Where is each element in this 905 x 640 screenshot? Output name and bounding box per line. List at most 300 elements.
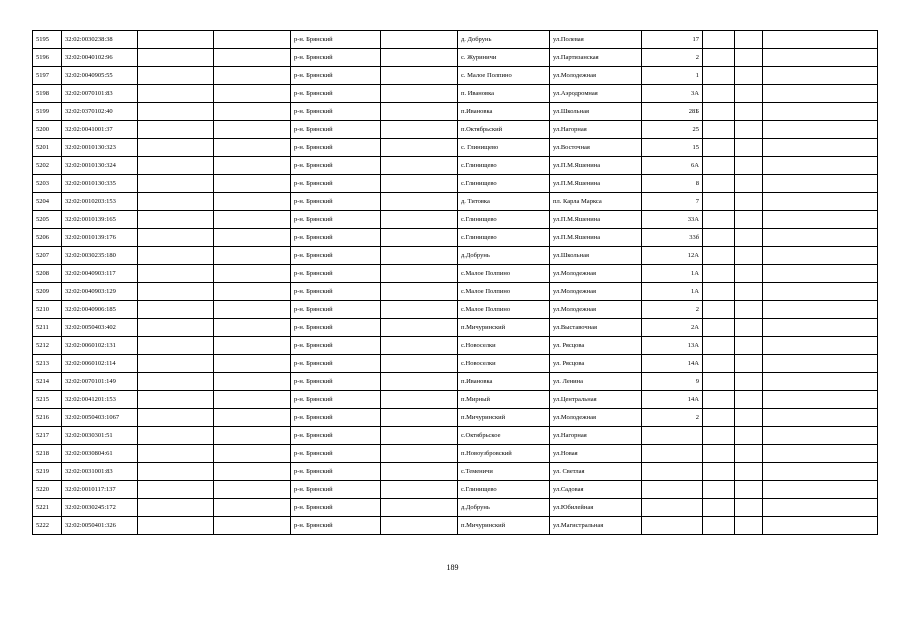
house-number-cell: 1А [642,283,703,301]
street-cell: ул.Полевая [550,31,642,49]
empty-cell [138,445,214,463]
empty-cell [138,319,214,337]
table-row [33,463,878,481]
cadastral-number-cell: 32:02:0070101:83 [62,85,138,103]
street-cell: ул.Юбилейная [550,499,642,517]
row-number-cell: 5198 [33,85,62,103]
street-cell: ул.П.М.Яшенина [550,211,642,229]
house-number-cell: 2А [642,319,703,337]
empty-cell [763,67,878,85]
empty-cell [763,283,878,301]
house-number-cell: 2 [642,49,703,67]
empty-cell [735,247,763,265]
house-number-cell [642,427,703,445]
district-cell: р-н. Брянский [291,355,381,373]
locality-cell: с.Октябрьское [458,427,550,445]
empty-cell [381,157,458,175]
house-number-cell: 2 [642,301,703,319]
empty-cell [381,319,458,337]
row-number-cell: 5212 [33,337,62,355]
empty-cell [214,481,291,499]
empty-cell [763,229,878,247]
table-row [33,337,878,355]
empty-cell [763,49,878,67]
empty-cell [138,283,214,301]
locality-cell: п.Новоузбровский [458,445,550,463]
empty-cell [735,283,763,301]
street-cell: ул. Рясцова [550,355,642,373]
empty-cell [703,445,735,463]
house-number-cell: 28Б [642,103,703,121]
empty-cell [214,283,291,301]
street-cell: ул. Рясцова [550,337,642,355]
row-number-cell: 5205 [33,211,62,229]
street-cell: ул.Восточная [550,139,642,157]
district-cell: р-н. Брянский [291,499,381,517]
house-number-cell [642,463,703,481]
empty-cell [735,229,763,247]
house-number-cell [642,517,703,535]
empty-cell [381,499,458,517]
empty-cell [381,211,458,229]
empty-cell [138,157,214,175]
house-number-cell: 14А [642,391,703,409]
cadastral-number-cell: 32:02:0010139:165 [62,211,138,229]
empty-cell [735,445,763,463]
locality-cell: с. Малое Полпино [458,67,550,85]
cadastral-number-cell: 32:02:0030301:51 [62,427,138,445]
empty-cell [735,265,763,283]
empty-cell [735,337,763,355]
empty-cell [381,175,458,193]
district-cell: р-н. Брянский [291,229,381,247]
table-row [33,373,878,391]
empty-cell [138,103,214,121]
table-row [33,427,878,445]
locality-cell: с.Глинищево [458,481,550,499]
district-cell: р-н. Брянский [291,445,381,463]
house-number-cell: 9 [642,373,703,391]
empty-cell [763,139,878,157]
district-cell: р-н. Брянский [291,427,381,445]
row-number-cell: 5214 [33,373,62,391]
cadastral-number-cell: 32:02:0010130:324 [62,157,138,175]
table-row [33,517,878,535]
empty-cell [763,157,878,175]
locality-cell: с. Журиничи [458,49,550,67]
empty-cell [138,409,214,427]
locality-cell: п.Мирный [458,391,550,409]
locality-cell: с.Новоселки [458,337,550,355]
empty-cell [214,31,291,49]
empty-cell [214,175,291,193]
cadastral-number-cell: 32:02:0010130:335 [62,175,138,193]
district-cell: р-н. Брянский [291,193,381,211]
cadastral-number-cell: 32:02:0040102:96 [62,49,138,67]
street-cell: ул.Нагорная [550,121,642,139]
cadastral-number-cell: 32:02:0370102:40 [62,103,138,121]
cadastral-number-cell: 32:02:0040906:185 [62,301,138,319]
district-cell: р-н. Брянский [291,103,381,121]
street-cell: ул.Новая [550,445,642,463]
empty-cell [214,103,291,121]
table-row [33,301,878,319]
house-number-cell [642,499,703,517]
empty-cell [381,301,458,319]
empty-cell [214,229,291,247]
empty-cell [763,391,878,409]
locality-cell: с.Малое Полпино [458,283,550,301]
cadastral-number-cell: 32:02:0070101:149 [62,373,138,391]
row-number-cell: 5197 [33,67,62,85]
table-row [33,31,878,49]
table-row [33,409,878,427]
empty-cell [703,139,735,157]
empty-cell [381,517,458,535]
cadastral-number-cell: 32:02:0030238:38 [62,31,138,49]
house-number-cell: 8 [642,175,703,193]
empty-cell [381,121,458,139]
empty-cell [735,391,763,409]
empty-cell [735,67,763,85]
empty-cell [214,211,291,229]
row-number-cell: 5202 [33,157,62,175]
district-cell: р-н. Брянский [291,517,381,535]
empty-cell [138,247,214,265]
empty-cell [735,463,763,481]
house-number-cell [642,481,703,499]
table-row [33,193,878,211]
empty-cell [214,391,291,409]
street-cell: ул.Молодежная [550,67,642,85]
district-cell: р-н. Брянский [291,121,381,139]
cadastral-number-cell: 32:02:0010203:153 [62,193,138,211]
empty-cell [381,139,458,157]
cadastral-number-cell: 32:02:0010117:137 [62,481,138,499]
cadastral-number-cell: 32:02:0030235:180 [62,247,138,265]
empty-cell [703,175,735,193]
empty-cell [381,355,458,373]
empty-cell [214,409,291,427]
house-number-cell: 13А [642,337,703,355]
empty-cell [763,211,878,229]
house-number-cell: 6А [642,157,703,175]
empty-cell [735,427,763,445]
empty-cell [763,427,878,445]
empty-cell [735,211,763,229]
empty-cell [763,175,878,193]
table-row [33,355,878,373]
district-cell: р-н. Брянский [291,85,381,103]
empty-cell [214,355,291,373]
empty-cell [214,67,291,85]
table-row [33,121,878,139]
empty-cell [138,301,214,319]
table-body [33,31,878,535]
empty-cell [381,247,458,265]
table-row [33,481,878,499]
table-row [33,85,878,103]
empty-cell [703,499,735,517]
empty-cell [703,31,735,49]
empty-cell [381,103,458,121]
district-cell: р-н. Брянский [291,319,381,337]
house-number-cell: 2 [642,409,703,427]
house-number-cell: 15 [642,139,703,157]
street-cell: ул.Школьная [550,103,642,121]
cadastral-number-cell: 32:02:0050403:402 [62,319,138,337]
empty-cell [214,463,291,481]
district-cell: р-н. Брянский [291,337,381,355]
locality-cell: с.Глинищево [458,175,550,193]
cadastral-number-cell: 32:02:0030245:172 [62,499,138,517]
empty-cell [703,373,735,391]
row-number-cell: 5217 [33,427,62,445]
empty-cell [703,157,735,175]
row-number-cell: 5220 [33,481,62,499]
empty-cell [735,103,763,121]
district-cell: р-н. Брянский [291,139,381,157]
district-cell: р-н. Брянский [291,175,381,193]
empty-cell [138,211,214,229]
table-row [33,49,878,67]
empty-cell [214,121,291,139]
house-number-cell [642,445,703,463]
empty-cell [214,301,291,319]
cadastral-number-cell: 32:02:0050403:1067 [62,409,138,427]
empty-cell [703,67,735,85]
empty-cell [381,283,458,301]
district-cell: р-н. Брянский [291,463,381,481]
district-cell: р-н. Брянский [291,301,381,319]
empty-cell [138,31,214,49]
empty-cell [138,265,214,283]
empty-cell [703,85,735,103]
empty-cell [381,193,458,211]
empty-cell [735,31,763,49]
empty-cell [138,337,214,355]
locality-cell: д. Добрунь [458,31,550,49]
row-number-cell: 5208 [33,265,62,283]
street-cell: ул.П.М.Яшенина [550,157,642,175]
empty-cell [138,121,214,139]
empty-cell [763,409,878,427]
empty-cell [763,121,878,139]
empty-cell [214,265,291,283]
cadastral-number-cell: 32:02:0031001:83 [62,463,138,481]
row-number-cell: 5203 [33,175,62,193]
empty-cell [138,67,214,85]
street-cell: ул.П.М.Яшенина [550,175,642,193]
table-row [33,265,878,283]
empty-cell [381,229,458,247]
cadastral-number-cell: 32:02:0040903:117 [62,265,138,283]
empty-cell [214,139,291,157]
empty-cell [703,103,735,121]
cadastral-number-cell: 32:02:0050401:326 [62,517,138,535]
empty-cell [381,337,458,355]
empty-cell [735,157,763,175]
locality-cell: с. Глинищево [458,139,550,157]
cadastral-number-cell: 32:02:0041001:37 [62,121,138,139]
empty-cell [703,409,735,427]
table-row [33,391,878,409]
street-cell: ул.Молодежная [550,265,642,283]
house-number-cell: 14А [642,355,703,373]
row-number-cell: 5221 [33,499,62,517]
street-cell: ул.Молодежная [550,283,642,301]
cadastral-number-cell: 32:02:0040905:55 [62,67,138,85]
locality-cell: п.Мичуринский [458,409,550,427]
empty-cell [735,409,763,427]
cadastral-number-cell: 32:02:0010130:323 [62,139,138,157]
street-cell: ул.Школьная [550,247,642,265]
empty-cell [735,49,763,67]
empty-cell [735,193,763,211]
table-row [33,247,878,265]
empty-cell [703,391,735,409]
empty-cell [703,211,735,229]
empty-cell [381,85,458,103]
empty-cell [703,427,735,445]
table-row [33,139,878,157]
empty-cell [763,85,878,103]
empty-cell [381,481,458,499]
row-number-cell: 5210 [33,301,62,319]
empty-cell [214,49,291,67]
row-number-cell: 5216 [33,409,62,427]
table-row [33,283,878,301]
empty-cell [763,103,878,121]
cadastral-number-cell: 32:02:0060102:131 [62,337,138,355]
empty-cell [703,463,735,481]
locality-cell: п.Ивановка [458,103,550,121]
empty-cell [735,301,763,319]
empty-cell [763,445,878,463]
empty-cell [763,337,878,355]
locality-cell: п.Мичуринский [458,319,550,337]
house-number-cell: 3А [642,85,703,103]
district-cell: р-н. Брянский [291,247,381,265]
empty-cell [763,193,878,211]
locality-cell: п.Мичуринский [458,517,550,535]
empty-cell [214,499,291,517]
empty-cell [138,499,214,517]
district-cell: р-н. Брянский [291,265,381,283]
house-number-cell: 33б [642,229,703,247]
cadastral-number-cell: 32:02:0040903:129 [62,283,138,301]
empty-cell [138,193,214,211]
cadastral-number-cell: 32:02:0060102:114 [62,355,138,373]
empty-cell [763,463,878,481]
empty-cell [138,373,214,391]
page-number: 189 [446,563,459,572]
table-row [33,211,878,229]
empty-cell [703,193,735,211]
empty-cell [735,517,763,535]
empty-cell [763,373,878,391]
empty-cell [381,31,458,49]
empty-cell [703,247,735,265]
empty-cell [138,85,214,103]
locality-cell: с.Малое Полпино [458,301,550,319]
empty-cell [381,373,458,391]
locality-cell: д. Титовка [458,193,550,211]
empty-cell [703,337,735,355]
empty-cell [763,247,878,265]
empty-cell [735,175,763,193]
house-number-cell: 33А [642,211,703,229]
locality-cell: с.Малое Полпино [458,265,550,283]
table-row [33,445,878,463]
empty-cell [703,319,735,337]
locality-cell: с.Глинищево [458,157,550,175]
empty-cell [703,49,735,67]
locality-cell: д.Добрунь [458,499,550,517]
empty-cell [763,31,878,49]
empty-cell [214,517,291,535]
row-number-cell: 5200 [33,121,62,139]
house-number-cell: 17 [642,31,703,49]
table-row [33,499,878,517]
empty-cell [381,391,458,409]
street-cell: ул. Светлая [550,463,642,481]
row-number-cell: 5199 [33,103,62,121]
empty-cell [703,301,735,319]
house-number-cell: 25 [642,121,703,139]
empty-cell [381,409,458,427]
house-number-cell: 12А [642,247,703,265]
district-cell: р-н. Брянский [291,211,381,229]
empty-cell [703,517,735,535]
table-row [33,103,878,121]
table-row [33,157,878,175]
empty-cell [381,427,458,445]
empty-cell [214,157,291,175]
cadastral-number-cell: 32:02:0030804:61 [62,445,138,463]
registry-table [32,30,878,535]
cadastral-number-cell: 32:02:0041201:153 [62,391,138,409]
locality-cell: п. Ивановка [458,85,550,103]
empty-cell [735,319,763,337]
street-cell: пл. Карла Маркса [550,193,642,211]
empty-cell [214,427,291,445]
empty-cell [703,121,735,139]
empty-cell [381,463,458,481]
street-cell: ул. Ленина [550,373,642,391]
district-cell: р-н. Брянский [291,283,381,301]
district-cell: р-н. Брянский [291,409,381,427]
house-number-cell: 1А [642,265,703,283]
empty-cell [381,445,458,463]
empty-cell [138,175,214,193]
empty-cell [214,337,291,355]
row-number-cell: 5207 [33,247,62,265]
house-number-cell: 7 [642,193,703,211]
district-cell: р-н. Брянский [291,481,381,499]
empty-cell [138,229,214,247]
street-cell: ул.Молодежная [550,301,642,319]
row-number-cell: 5201 [33,139,62,157]
street-cell: ул.Садовая [550,481,642,499]
district-cell: р-н. Брянский [291,31,381,49]
empty-cell [703,283,735,301]
empty-cell [735,139,763,157]
empty-cell [381,265,458,283]
locality-cell: п.Ивановка [458,373,550,391]
row-number-cell: 5204 [33,193,62,211]
empty-cell [763,517,878,535]
